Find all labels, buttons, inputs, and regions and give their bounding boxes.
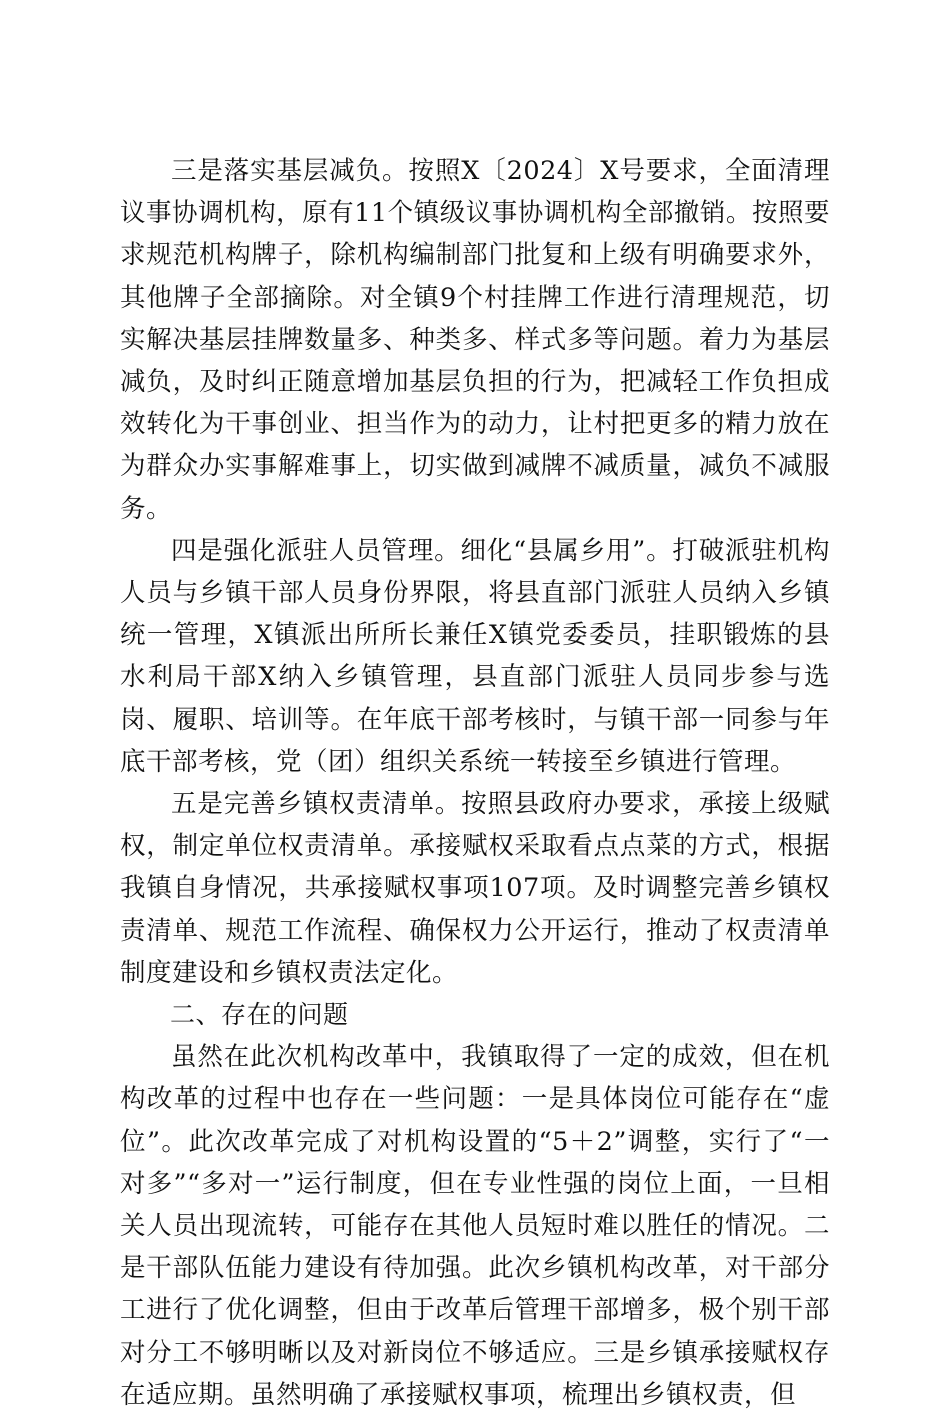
paragraph-responsibility-list: 五是完善乡镇权责清单。按照县政府办要求，承接上级赋权，制定单位权责清单。承接赋权采取看点点菜的方式，根据我镇自身情况，共承接赋权事项107项。及时调整完善乡镇权责清单、规范工作流程、确保权力公开运行，推动了权责清单制度建设和乡镇权责法定化。: [120, 789, 830, 988]
paragraph-staff-management: 四是强化派驻人员管理。细化“县属乡用”。打破派驻机构人员与乡镇干部人员身份界限，将县直部门派驻人员纳入乡镇统一管理，X镇派出所所长兼任X镇党委委员，挂职锻炼的县水利局干部X纳入乡镇管理，县直部门派驻人员同步参与选岗、履职、培训等。在年底干部考核时，与镇干部一同参与年底干部考核，党（团）组织关系统一转接至乡镇进行管理。: [120, 535, 830, 777]
paragraph-problems: 虽然在此次机构改革中，我镇取得了一定的成效，但在机构改革的过程中也存在一些问题：一是具体岗位可能存在“虚位”。此次改革完成了对机构设置的“5＋2”调整，实行了“一对多”“多对一”运行制度，但在专业性强的岗位上面，一旦相关人员出现流转，可能存在其他人员短时难以胜任的情况。二是干部队伍能力建设有待加强。此次乡镇机构改革，对干部分工进行了优化调整，但由于改革后管理干部增多，极个别干部对分工不够明晰以及对新岗位不够适应。三是乡镇承接赋权存在适应期。虽然明确了承接赋权事项，梳理出乡镇权责，但: [120, 1042, 830, 1410]
section-heading-problems: 二、存在的问题: [170, 1000, 349, 1030]
paragraph-reduce-burden: 三是落实基层减负。按照X〔2024〕X号要求，全面清理议事协调机构，原有11个镇级议事协调机构全部撤销。按照要求规范机构牌子，除机构编制部门批复和上级有明确要求外，其他牌子全部摘除。对全镇9个村挂牌工作进行清理规范，切实解决基层挂牌数量多、种类多、样式多等问题。着力为基层减负，及时纠正随意增加基层负担的行为，把减轻工作负担成效转化为干事创业、担当作为的动力，让村把更多的精力放在为群众办实事解难事上，切实做到减牌不减质量，减负不减服务。: [120, 156, 830, 524]
document-page: [120, 150, 830, 1416]
